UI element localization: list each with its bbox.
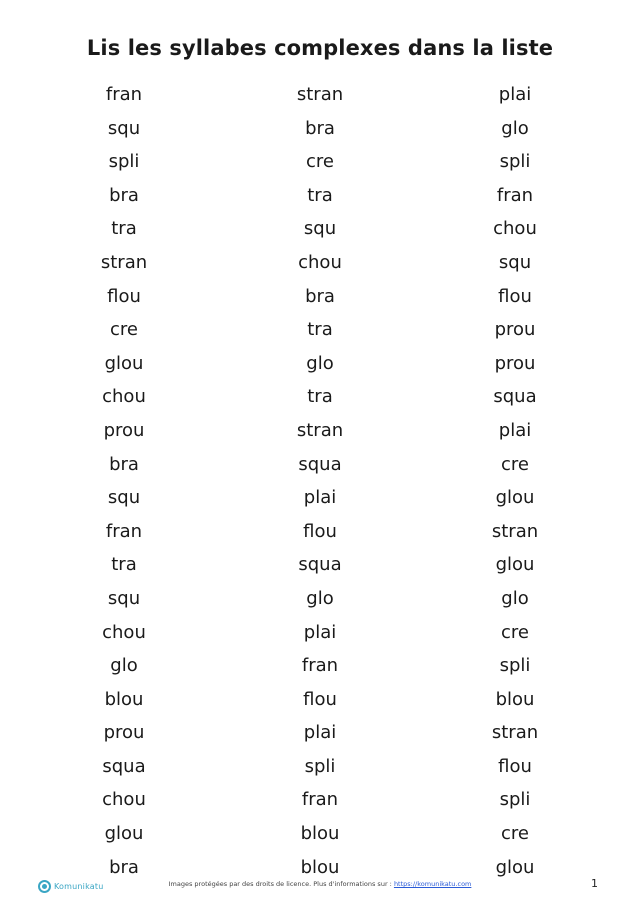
website-link[interactable]: https://komunikatu.com <box>393 880 472 888</box>
syllable-cell: fran <box>105 84 143 105</box>
syllable-row <box>0 246 640 280</box>
syllable-cell: fran <box>105 520 143 542</box>
syllable-cell: glo <box>110 655 138 677</box>
syllable-cell: glou <box>495 856 535 878</box>
syllable-cell: glou <box>104 352 144 374</box>
syllable-row <box>0 649 640 683</box>
syllable-row <box>0 783 640 817</box>
syllable-cell: stran <box>296 84 344 105</box>
syllable-cell: tra <box>307 184 333 206</box>
syllable-cell: spli <box>499 789 531 811</box>
syllable-cell: chou <box>102 621 146 643</box>
syllable-cell: blou <box>104 688 144 710</box>
syllable-cell: squa <box>102 755 146 777</box>
syllable-cell: chou <box>298 251 342 273</box>
syllable-cell: glo <box>501 587 529 609</box>
syllable-cell: tra <box>307 319 333 341</box>
syllable-cell: cre <box>501 621 529 643</box>
syllable-row <box>0 78 640 112</box>
page-title: Lis les syllabes complexes dans la liste <box>86 36 554 60</box>
syllable-cell: spli <box>499 655 531 677</box>
syllable-cell: prou <box>494 319 536 341</box>
syllable-row <box>0 347 640 381</box>
syllable-row <box>0 750 640 784</box>
syllable-cell: stran <box>491 520 539 542</box>
syllable-cell: blou <box>495 688 535 710</box>
syllable-cell: stran <box>296 419 344 441</box>
syllable-cell: stran <box>100 251 148 273</box>
syllable-grid <box>0 78 640 884</box>
syllable-cell: chou <box>102 789 146 811</box>
syllable-cell: bra <box>109 856 139 878</box>
syllable-cell: squ <box>498 251 532 273</box>
syllable-cell: blou <box>300 823 340 845</box>
syllable-row <box>0 515 640 549</box>
syllable-cell: blou <box>300 856 340 878</box>
syllable-cell: prou <box>494 352 536 374</box>
syllable-cell: flou <box>498 755 532 777</box>
syllable-row <box>0 145 640 179</box>
syllable-cell: bra <box>305 285 335 307</box>
syllable-row <box>0 380 640 414</box>
syllable-cell: flou <box>303 688 337 710</box>
syllable-cell: spli <box>304 755 336 777</box>
syllable-cell: bra <box>305 117 335 139</box>
syllable-cell: flou <box>498 285 532 307</box>
syllable-cell: flou <box>303 520 337 542</box>
syllable-row <box>0 280 640 314</box>
syllable-cell: squ <box>303 218 337 240</box>
syllable-cell: chou <box>102 386 146 408</box>
logo-text: Komunikatu <box>54 881 104 891</box>
syllable-cell: fran <box>301 789 339 811</box>
syllable-cell: flou <box>107 285 141 307</box>
footer-note <box>0 880 640 888</box>
syllable-cell: plai <box>303 487 337 509</box>
syllable-row <box>0 448 640 482</box>
syllable-row <box>0 212 640 246</box>
syllable-cell: fran <box>301 655 339 677</box>
syllable-row <box>0 112 640 146</box>
syllable-row <box>0 716 640 750</box>
page-number: 1 <box>591 877 598 890</box>
syllable-cell: prou <box>103 419 145 441</box>
syllable-cell: glou <box>495 487 535 509</box>
license-note: Images protégées par des droits de licence. Plus d'informations sur : <box>168 880 394 888</box>
syllable-row <box>0 616 640 650</box>
syllable-row <box>0 414 640 448</box>
syllable-cell: plai <box>303 621 337 643</box>
syllable-cell: spli <box>108 151 140 173</box>
syllable-cell: squa <box>298 453 342 475</box>
syllable-cell: squ <box>107 487 141 509</box>
syllable-cell: glou <box>104 823 144 845</box>
syllable-row <box>0 179 640 213</box>
syllable-row <box>0 683 640 717</box>
syllable-cell: plai <box>498 419 532 441</box>
syllable-cell: tra <box>307 386 333 408</box>
syllable-cell: tra <box>111 218 137 240</box>
syllable-cell: squa <box>493 386 537 408</box>
syllable-cell: chou <box>493 218 537 240</box>
syllable-cell: squ <box>107 117 141 139</box>
syllable-cell: spli <box>499 151 531 173</box>
syllable-cell: cre <box>110 319 138 341</box>
syllable-row <box>0 817 640 851</box>
syllable-row <box>0 548 640 582</box>
syllable-cell: cre <box>306 151 334 173</box>
syllable-row <box>0 481 640 515</box>
syllable-cell: bra <box>109 453 139 475</box>
syllable-row <box>0 313 640 347</box>
syllable-cell: fran <box>496 184 534 206</box>
syllable-cell: stran <box>491 722 539 744</box>
syllable-cell: squ <box>107 587 141 609</box>
syllable-cell: prou <box>103 722 145 744</box>
syllable-cell: plai <box>303 722 337 744</box>
syllable-cell: cre <box>501 823 529 845</box>
syllable-cell: glo <box>501 117 529 139</box>
syllable-cell: tra <box>111 554 137 576</box>
syllable-row <box>0 582 640 616</box>
syllable-cell: plai <box>498 84 532 105</box>
syllable-cell: bra <box>109 184 139 206</box>
syllable-cell: squa <box>298 554 342 576</box>
syllable-cell: glo <box>306 352 334 374</box>
syllable-cell: cre <box>501 453 529 475</box>
syllable-cell: glo <box>306 587 334 609</box>
syllable-cell: glou <box>495 554 535 576</box>
